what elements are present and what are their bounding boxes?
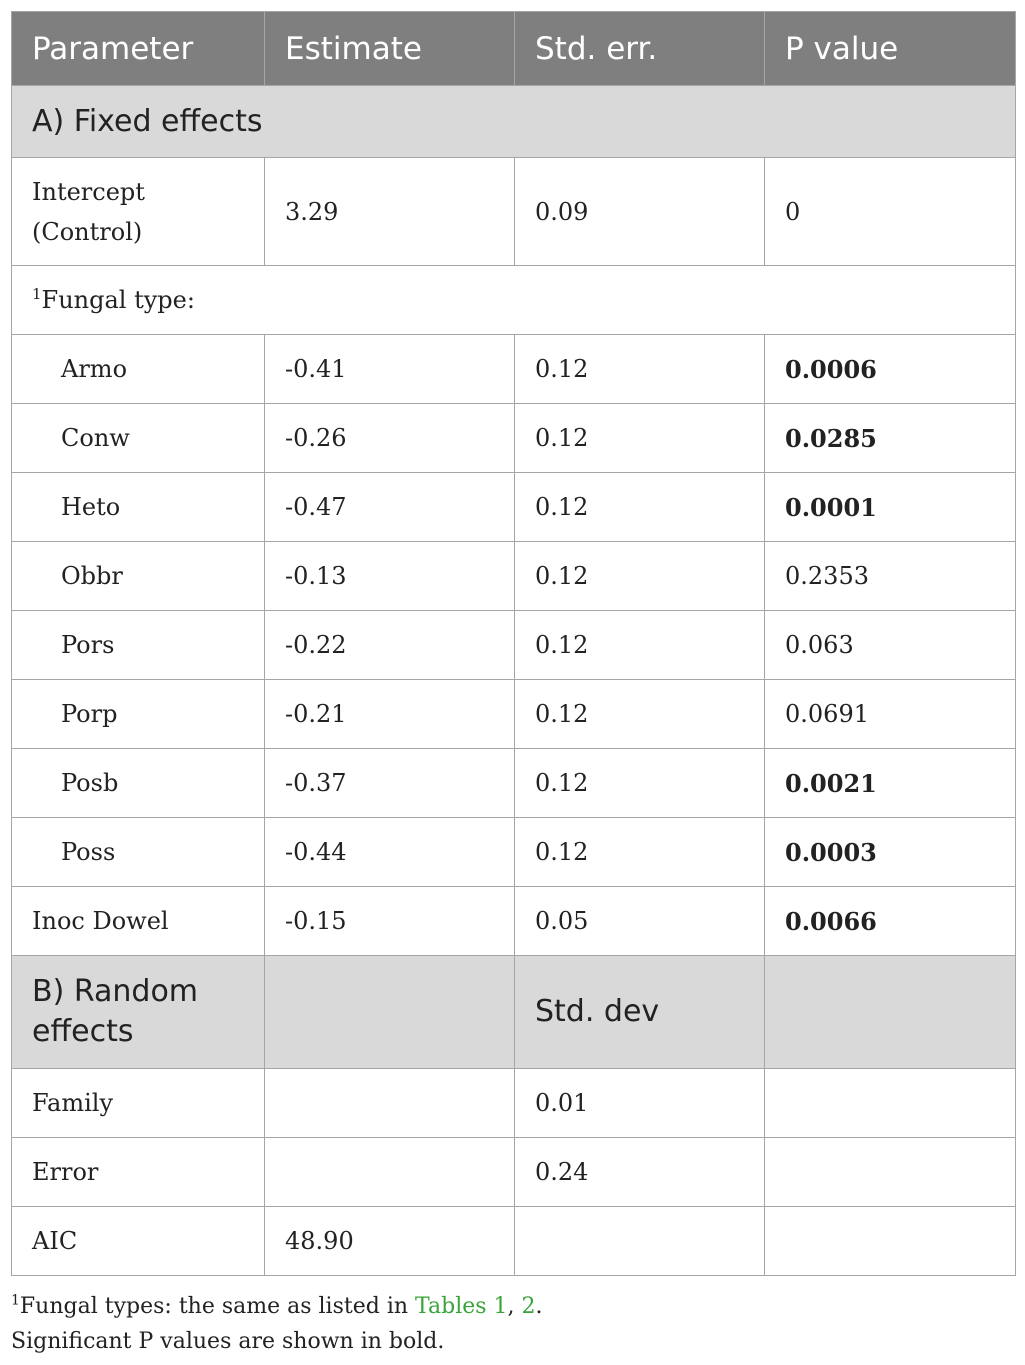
fungal-p-value: 0.0691: [765, 680, 1016, 749]
footnote-period: .: [535, 1294, 543, 1319]
fungal-std-err: 0.12: [515, 749, 765, 818]
empty-cell: [765, 1069, 1016, 1138]
fungal-p-value: 0.063: [765, 611, 1016, 680]
intercept-parameter: Intercept (Control): [12, 158, 265, 266]
table-row: [12, 1069, 1016, 1138]
fungal-estimate: -0.21: [265, 680, 515, 749]
fungal-parameter: Armo: [12, 335, 265, 404]
fungal-estimate: -0.37: [265, 749, 515, 818]
intercept-std-err: 0.09: [515, 158, 765, 266]
inoc-dowel-parameter: Inoc Dowel: [12, 887, 265, 956]
fungal-p-value: 0.2353: [765, 542, 1016, 611]
table-row: [12, 335, 1016, 404]
fungal-parameter: Posb: [12, 749, 265, 818]
fungal-estimate: -0.41: [265, 335, 515, 404]
table-row: [12, 611, 1016, 680]
fungal-estimate: -0.26: [265, 404, 515, 473]
random-effects-empty: [765, 956, 1016, 1069]
table-row: [12, 680, 1016, 749]
fungal-type-label-cell: [12, 266, 1016, 335]
random-effects-empty: [265, 956, 515, 1069]
header-row: [12, 12, 1016, 86]
footnote-marker: 1: [32, 285, 42, 303]
header-parameter: Parameter: [12, 12, 265, 86]
fungal-std-err: 0.12: [515, 542, 765, 611]
fungal-rows: [12, 335, 1016, 887]
footnote-text: Fungal types: the same as listed in: [19, 1294, 416, 1319]
table-row: [12, 1138, 1016, 1207]
footnote-line-1: [11, 1289, 1015, 1324]
empty-cell: [765, 1207, 1016, 1276]
family-parameter: Family: [12, 1069, 265, 1138]
family-std-dev: 0.01: [515, 1069, 765, 1138]
header-estimate: Estimate: [265, 12, 515, 86]
fungal-p-value: 0.0285: [765, 404, 1016, 473]
table-row: [12, 473, 1016, 542]
fixed-effects-section-row: [12, 86, 1016, 158]
fungal-estimate: -0.47: [265, 473, 515, 542]
random-effects-section-row: [12, 956, 1016, 1069]
std-dev-header: Std. dev: [515, 956, 765, 1069]
tables-1-link[interactable]: Tables 1: [415, 1294, 508, 1319]
table-footnotes: [11, 1289, 1015, 1359]
footnote-marker: 1: [11, 1292, 20, 1309]
footnote-separator: ,: [507, 1294, 522, 1319]
intercept-estimate: 3.29: [265, 158, 515, 266]
results-table: [11, 11, 1016, 1276]
aic-parameter: AIC: [12, 1207, 265, 1276]
fungal-std-err: 0.12: [515, 818, 765, 887]
table-row: [12, 749, 1016, 818]
fungal-parameter: Poss: [12, 818, 265, 887]
table-row: [12, 158, 1016, 266]
fixed-effects-title: A) Fixed effects: [12, 86, 1016, 158]
error-std-dev: 0.24: [515, 1138, 765, 1207]
fungal-estimate: -0.22: [265, 611, 515, 680]
fungal-p-value: 0.0003: [765, 818, 1016, 887]
aic-estimate: 48.90: [265, 1207, 515, 1276]
fungal-estimate: -0.44: [265, 818, 515, 887]
fungal-std-err: 0.12: [515, 404, 765, 473]
fungal-std-err: 0.12: [515, 473, 765, 542]
fungal-parameter: Pors: [12, 611, 265, 680]
fungal-p-value: 0.0021: [765, 749, 1016, 818]
table-row: [12, 1207, 1016, 1276]
empty-cell: [265, 1138, 515, 1207]
random-effects-title: B) Random effects: [12, 956, 265, 1069]
fungal-parameter: Heto: [12, 473, 265, 542]
error-parameter: Error: [12, 1138, 265, 1207]
footnote-line-2: Significant P values are shown in bold.: [11, 1329, 445, 1354]
fungal-type-row: [12, 266, 1016, 335]
empty-cell: [265, 1069, 515, 1138]
fungal-parameter: Porp: [12, 680, 265, 749]
fungal-std-err: 0.12: [515, 680, 765, 749]
inoc-dowel-std-err: 0.05: [515, 887, 765, 956]
table-row: [12, 887, 1016, 956]
table-row: [12, 404, 1016, 473]
fungal-std-err: 0.12: [515, 611, 765, 680]
fungal-std-err: 0.12: [515, 335, 765, 404]
inoc-dowel-p-value: 0.0066: [765, 887, 1016, 956]
empty-cell: [765, 1138, 1016, 1207]
table-row: [12, 818, 1016, 887]
fungal-p-value: 0.0006: [765, 335, 1016, 404]
fungal-p-value: 0.0001: [765, 473, 1016, 542]
tables-2-link[interactable]: 2: [521, 1294, 536, 1319]
fungal-type-label: Fungal type:: [41, 286, 195, 314]
table-row: [12, 542, 1016, 611]
intercept-p-value: 0: [765, 158, 1016, 266]
fungal-parameter: Conw: [12, 404, 265, 473]
inoc-dowel-estimate: -0.15: [265, 887, 515, 956]
fungal-estimate: -0.13: [265, 542, 515, 611]
fungal-parameter: Obbr: [12, 542, 265, 611]
header-p-value: P value: [765, 12, 1016, 86]
header-std-err: Std. err.: [515, 12, 765, 86]
empty-cell: [515, 1207, 765, 1276]
